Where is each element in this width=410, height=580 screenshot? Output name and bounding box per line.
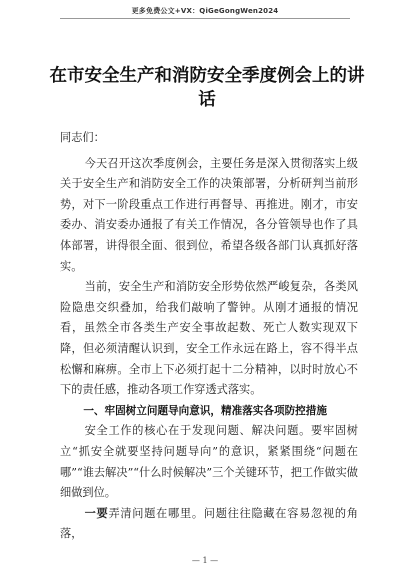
page-number: — 1 — — [191, 556, 219, 565]
point-lead: 一要 — [84, 506, 109, 520]
section-paragraph: 安全工作的核心在于发现问题、解决问题。要牢固树立“抓安全就要坚持问题导向”的意识，紧紧围绕“问题在哪”“谁去解决”“什么时候解决”三个关键环节，把工作做实做细做到位。 — [60, 424, 358, 500]
salutation: 同志们： — [60, 131, 105, 144]
paragraph-situation: 当前，安全生产和消防安全形势依然严峻复杂，各类风险隐患交织叠加，给我们敲响了警钟。从刚才通报的情况看，虽然全市各类生产安全事故起数、死亡人数实现双下降，但必须清醒认识到，安全工作永远在路上，容不得半点松懈和麻痹。全市上下必须打起十二分精神，以时时放心不下的责任感，推动各项工作穿透式落实。 — [60, 280, 358, 397]
paragraph-opening: 今天召开这次季度例会，主要任务是深入贯彻落实上级关于安全生产和消防安全工作的决策部署，分析研判当前形势，对下一阶段重点工作进行再督导、再推进。刚才，市安委办、消安委办通报了有关工作情况，各分管领导也作了具体部署，讲得很全面、很到位，希望各级各部门认真抓好落实。 — [60, 156, 358, 273]
section-heading: 一、牢固树立问题导向意识，精准落实各项防控措施 — [83, 404, 327, 417]
point-text: 弄清问题在哪里。问题往往隐藏在容易忽视的角落， — [60, 506, 358, 541]
document-title: 在市安全生产和消防安全季度例会上的讲话 — [49, 66, 365, 110]
header-note: 更多免费公文+VX：QiGeGongWen2024 — [131, 7, 279, 15]
document-body — [60, 128, 358, 545]
point-paragraph — [60, 504, 358, 545]
header-divider — [60, 18, 350, 19]
